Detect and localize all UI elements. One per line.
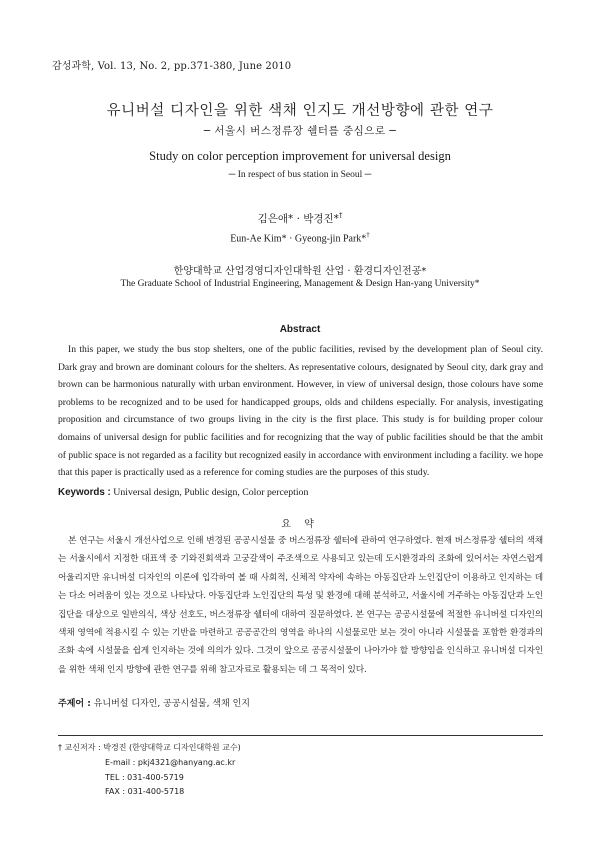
authors-korean: [0, 211, 600, 226]
journal-citation: 감성과학, Vol. 13, No. 2, pp.371-380, June 2010: [52, 61, 292, 72]
authors-english: [0, 231, 600, 244]
corresponding-mark: †: [366, 231, 370, 239]
footnote-line: [58, 741, 241, 756]
abstract-heading: Abstract: [279, 324, 321, 335]
keywords-english-text: Universal design, Public design, Color perception: [113, 487, 309, 498]
authors-korean-names: 김은애* · 박경진*: [257, 213, 339, 225]
subtitle-english: ─ In respect of bus station in Seoul ─: [228, 170, 372, 180]
subtitle-korean: ─ 서울시 버스정류장 쉘터를 중심으로 ─: [203, 125, 397, 137]
footnote-email: E-mail : pkj4321@hanyang.ac.kr: [105, 757, 236, 767]
footnote-divider: [58, 735, 543, 736]
keywords-korean-label: 주제어 :: [58, 699, 91, 709]
footnote-corresponding: 교신저자 : 박경진 (한양대학교 디자인대학원 교수): [64, 743, 241, 752]
footnote-tel: TEL : 031-400-5719: [105, 772, 184, 782]
footnote-fax: FAX : 031-400-5718: [105, 787, 185, 797]
footnote: [58, 741, 241, 800]
corresponding-mark: †: [338, 211, 343, 220]
keywords-korean-text: 유니버설 디자인, 공공시설물, 색채 인지: [93, 699, 250, 709]
title-english: Study on color perception improvement for universal design: [149, 149, 451, 163]
affiliation-korean: 한양대학교 산업경영디자인대학원 산업 · 환경디자인전공*: [173, 266, 427, 277]
summary-heading: 요 약: [281, 519, 319, 530]
abstract-body: In this paper, we study the bus stop shelters, one of the public facilities, revised by the development plan of Seoul city. Dark gray and brown are dominant colours for the shelters. As representative colours, designated by Seoul city, dark gray and brown can be harmonious naturally with urban environment. However, in view of universal design, those colours have some problems to be recognized and to be used for handicapped groups, olds and childens especially. For analysis, investigating proposition and circumstance of two groups living in the city is the first place. This study is for building proper colour domains of universal design for public facilities and for recognizing that the way of public facilities should be that the ambit of public space is not regarded as a facility but recognized easily in accordance with environment including a facility. we hope that this paper is practically used as a reference for coming studies are the purposes of this study.: [58, 344, 544, 479]
footnote-mark: †: [58, 743, 62, 752]
title-korean: 유니버설 디자인을 위한 색채 인지도 개선방향에 관한 연구: [106, 103, 494, 119]
affiliation-english: The Graduate School of Industrial Engineering, Management & Design Han-yang University*: [120, 279, 480, 289]
keywords-english: [58, 487, 308, 498]
summary-body: 본 연구는 서울시 개선사업으로 인해 변경된 공공시설물 중 버스정류장 쉘터에 관하여 연구하였다. 현재 버스정류장 쉘터의 색채는 서울시에서 지정한 대표색 중 기와진회색과 고궁갈색이 주조색으로 사용되고 있는데 도시환경과의 조화에 있어서는 자연스럽게 어울리지만 유니버설 디자인의 이론에 입각하여 볼 때 사회적, 신체적 약자에 속하는 아동집단과 노인집단이 이용하고 인지하는 데는 다소 어려움이 있는 것으로 나타났다. 아동집단과 노인집단의 특성 및 환경에 대해 분석하고, 서울시에 거주하는 아동집단과 노인집단을 대상으로 일반의식, 색상 선호도, 버스정류장 쉘터에 대하여 질문하였다. 본 연구는 공공시설물에 적절한 유니버설 디자인의 색채 영역에 적용시킬 수 있는 기반을 마련하고 공공공간의 영역을 하나의 시설물로만 보는 것이 아니라 시설물을 포함한 환경과의 조화 속에 시설물을 쉽게 인지하는 것에 의의가 있다. 그것이 앞으로 공공시설물이 나아가야 할 방향임을 인식하고 유니버설 디자인을 위한 색채 인지 방향에 관한 연구를 위해 참고자료로 활용되는 데 그 목적이 있다.: [58, 536, 543, 675]
keywords-english-label: Keywords :: [58, 487, 111, 498]
keywords-korean: [58, 696, 250, 709]
authors-english-names: Eun-Ae Kim* · Gyeong-jin Park*: [230, 233, 367, 245]
